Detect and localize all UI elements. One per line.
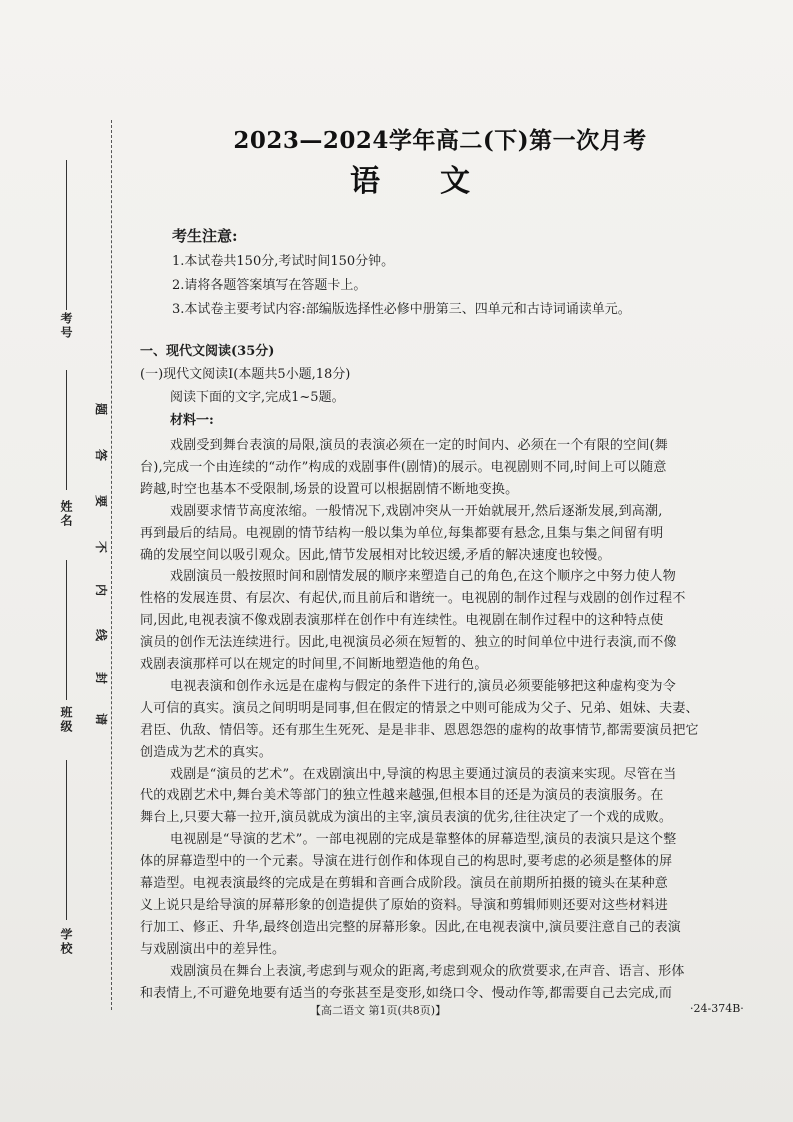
reading-instruction: 阅读下面的文字,完成1~5题。	[170, 390, 345, 405]
passage-line: 再到最后的结局。电视剧的情节结构一般以集为单位,每集都要有悬念,且集与集之间留有明	[140, 525, 664, 541]
passage-line: 体的屏幕造型中的一个元素。导演在进行创作和体现自己的构思时,要考虑的必须是整体的屏	[140, 854, 673, 870]
passage-line: 行加工、修正、升华,最终创造出完整的屏幕形象。因此,在电视表演中,演员要注意自己的表演	[140, 919, 681, 935]
seal-char: 要	[94, 494, 108, 507]
passage-line: 演员的创作无法连续进行。因此,电视演员必须在短暂的、独立的时间单位中进行表演,而不像	[140, 635, 677, 651]
class-label: 班级	[59, 706, 73, 734]
seal-char: 封	[94, 671, 108, 684]
school-underline	[66, 760, 67, 920]
seal-char: 题	[94, 402, 108, 415]
passage-line: 同,因此,电视表演不像戏剧表演那样在创作中有连续性。电视剧在制作过程中的这种特点使	[140, 613, 664, 629]
passage-line: 与戏剧演出中的差异性。	[140, 941, 286, 957]
exam-no-underline	[66, 160, 67, 310]
passage-line: 幕造型。电视表演最终的完成是在剪辑和音画合成阶段。演员在前期所拍摄的镜头在某种意	[140, 876, 669, 891]
passage-line: 戏剧要求情节高度浓缩。一般情况下,戏剧冲突从一开始就展开,然后逐渐发展,到高潮,	[170, 503, 663, 519]
passage-line: 确的发展空间以吸引观众。因此,情节发展相对比较迟缓,矛盾的解决速度也较慢。	[140, 547, 611, 563]
exam-title: 2023—2024学年高二(下)第一次月考	[233, 127, 647, 154]
passage-line: 电视剧是“导演的艺术”。一部电视剧的完成是靠整体的屏幕造型,演员的表演只是这个整	[170, 832, 677, 848]
passage-line: 性格的发展连贯、有层次、有起伏,而且前后和谐统一。电视剧的制作过程与戏剧的创作过程不	[140, 591, 686, 607]
seal-char: 请	[94, 712, 108, 725]
passage-line: 戏剧表演那样可以在规定的时间里,不间断地塑造他的角色。	[140, 657, 488, 672]
name-label: 姓名	[59, 500, 73, 528]
school-label: 学校	[59, 928, 73, 956]
passage-line: 义上说只是给导演的屏幕形象的创造提供了原始的资料。导演和剪辑师则还要对这些材料进	[140, 897, 669, 913]
seal-char: 线	[94, 628, 108, 641]
notice-title: 考生注意:	[172, 227, 238, 245]
subject-title: 语文	[350, 164, 530, 199]
material-label: 材料一:	[170, 413, 214, 428]
passage-line: 人可信的真实。演员之间明明是同事,但在假定的情景之中则可能成为父子、兄弟、姐妹、夫妻、	[140, 700, 699, 716]
class-underline	[66, 560, 67, 700]
exam-code: ·24-374B·	[690, 1002, 744, 1015]
passage-line: 戏剧受到舞台表演的局限,演员的表演必须在一定的时间内、必须在一个有限的空间(舞	[170, 438, 669, 453]
notice-item: 3.本试卷主要考试内容:部编版选择性必修中册第三、四单元和古诗词诵读单元。	[172, 302, 631, 317]
passage-line: 代的戏剧艺术中,舞台美术等部门的独立性越来越强,但根本目的还是为演员的表演服务。在	[140, 788, 664, 804]
passage-line: 戏剧演员在舞台上表演,考虑到与观众的距离,考虑到观众的欣赏要求,在声音、语言、形体	[170, 963, 685, 979]
passage-line: 戏剧是“演员的艺术”。在戏剧演出中,导演的构思主要通过演员的表演来实现。尽管在当	[170, 766, 677, 782]
seal-char: 内	[94, 583, 108, 596]
section-heading: 一、现代文阅读(35分)	[140, 344, 275, 359]
exam-no-label: 考号	[59, 312, 73, 340]
page-footer: 【高二语文 第1页(共8页)】	[310, 1004, 447, 1017]
notice-item: 2.请将各题答案填写在答题卡上。	[172, 278, 367, 293]
notice-item: 1.本试卷共150分,考试时间150分钟。	[172, 254, 395, 269]
seal-char: 答	[94, 448, 108, 461]
passage-line: 电视表演和创作永远是在虚构与假定的条件下进行的,演员必须要能够把这种虚构变为令	[170, 678, 676, 694]
subsection-heading: (一)现代文阅读Ⅰ(本题共5小题,18分)	[140, 367, 351, 382]
passage-line: 戏剧演员一般按照时间和剧情发展的顺序来塑造自己的角色,在这个顺序之中努力使人物	[170, 569, 676, 585]
passage-line: 和表情上,不可避免地要有适当的夸张甚至是变形,如绕口令、慢动作等,都需要自己去完成,而	[140, 985, 673, 1001]
passage-line: 台),完成一个由连续的“动作”构成的戏剧事件(剧情)的展示。电视剧则不同,时间上可以随意	[140, 459, 667, 475]
seal-char: 不	[94, 540, 108, 553]
name-underline	[66, 370, 67, 490]
passage-line: 创造成为艺术的真实。	[140, 744, 273, 760]
passage-line: 舞台上,只要大幕一拉开,演员就成为演出的主宰,演员表演的优劣,往往决定了一个戏的成败。	[140, 810, 673, 826]
passage-line: 君臣、仇敌、情侣等。还有那生生死死、是是非非、恩恩怨怨的虚构的故事情节,都需要演员把它	[140, 722, 699, 738]
passage-line: 跨越,时空也基本不受限制,场景的设置可以根据剧情不断地变换。	[140, 481, 519, 497]
binding-line	[111, 120, 112, 1010]
